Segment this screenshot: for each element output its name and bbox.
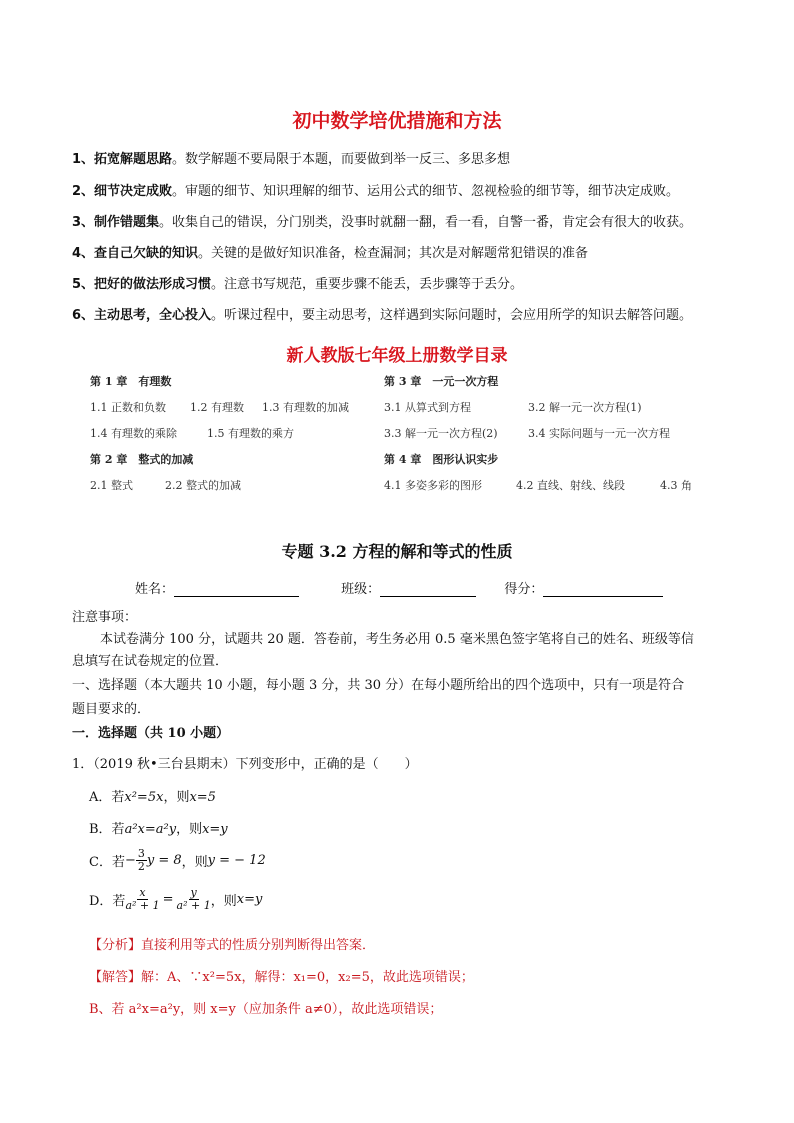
option-b: B．若a²x=a²y，则x=y xyxy=(89,822,228,837)
section-intro: 一、选择题（本大题共 10 小题，每小题 3 分，共 30 分）在每小题所给出的四个选项中，只有一项是符合 xyxy=(72,678,685,693)
tip-1: 1、拓宽解题思路。数学解题不要局限于本题，而要做到举一反三、多思多想 xyxy=(72,152,511,167)
toc-item: 2.2 整式的加减 xyxy=(165,479,241,492)
toc-item: 3.4 实际问题与一元一次方程 xyxy=(528,427,670,440)
fraction: $\frac{y}{\text{a² + 1}}$ xyxy=(176,886,211,912)
tip-5: 5、把好的做法形成习惯。注意书写规范，重要步骤不能丢，丢步骤等于丢分。 xyxy=(72,277,524,292)
score-field[interactable] xyxy=(543,582,663,597)
answer: 【解答】解：A、∵x²=5x，解得：x₁=0，x₂=5，故此选项错误； xyxy=(89,970,474,985)
answer-line: B、若 a²x=a²y，则 x=y（应加条件 a≠0），故此选项错误； xyxy=(89,1002,443,1017)
option-a: A．若x²=5x，则x=5 xyxy=(89,790,216,805)
toc-item: 2.1 整式 xyxy=(90,479,133,492)
toc-item: 1.2 有理数 xyxy=(190,401,244,414)
analysis-tag: 【分析】 xyxy=(89,938,142,953)
toc-item: 4.3 角 xyxy=(660,479,692,492)
notice-line: 息填写在试卷规定的位置． xyxy=(72,654,229,669)
option-c: C．若 − $\frac{3}{2}$ y = 8 ，则 y = − 12 xyxy=(89,847,266,873)
tip-6: 6、主动思考，全心投入。听课过程中，要主动思考，这样遇到实际问题时，会应用所学的知识去解答问题。 xyxy=(72,308,693,323)
page-title: 初中数学培优措施和方法 xyxy=(292,110,502,132)
toc-item: 1.5 有理数的乘方 xyxy=(207,427,294,440)
question-1: 1．（2019 秋•三台县期末）下列变形中，正确的是（ ） xyxy=(72,757,418,772)
toc-chapter-2: 第 2 章 整式的加减 xyxy=(90,453,194,466)
notice-line: 本试卷满分 100 分，试题共 20 题．答卷前，考生务必用 0.5 毫米黑色签字笔将自己的姓名、班级等信 xyxy=(100,632,694,647)
fraction: $\frac{3}{2}$ xyxy=(137,847,145,873)
toc-item: 1.3 有理数的加减 xyxy=(262,401,349,414)
toc-item: 3.1 从算式到方程 xyxy=(384,401,471,414)
option-d: D．若 $\frac{x}{\text{a² + 1}}$ = $\frac{y}{\text{a² + 1}}$ ，则 x=y xyxy=(89,886,263,912)
student-info-row xyxy=(135,578,663,597)
toc-item: 3.3 解一元一次方程(2) xyxy=(384,427,498,440)
toc-chapter-3: 第 3 章 一元一次方程 xyxy=(384,375,499,388)
toc-item: 4.2 直线、射线、线段 xyxy=(516,479,625,492)
name-label: 姓名： xyxy=(135,582,175,597)
answer-tag: 【解答】 xyxy=(89,970,142,985)
toc-chapter-1: 第 1 章 有理数 xyxy=(90,375,172,388)
section-intro: 题目要求的． xyxy=(72,702,151,717)
class-label: 班级： xyxy=(341,582,381,597)
tip-4: 4、查自己欠缺的知识。关键的是做好知识准备，检查漏洞；其次是对解题常犯错误的准备 xyxy=(72,246,589,261)
tip-3: 3、制作错题集。收集自己的错误，分门别类，没事时就翻一翻，看一看，自警一番，肯定会有很大的收获。 xyxy=(72,215,693,230)
notice-label: 注意事项： xyxy=(72,610,138,625)
tip-2: 2、细节决定成败。审题的细节、知识理解的细节、运用公式的细节、忽视检验的细节等，细节决定成败。 xyxy=(72,184,680,199)
name-field[interactable] xyxy=(174,582,299,597)
fraction: $\frac{x}{\text{a² + 1}}$ xyxy=(125,886,160,912)
toc-item: 3.2 解一元一次方程(1) xyxy=(528,401,642,414)
toc-title: 新人教版七年级上册数学目录 xyxy=(286,346,508,366)
analysis: 【分析】直接利用等式的性质分别判断得出答案． xyxy=(89,938,376,953)
toc-item: 1.1 正数和负数 xyxy=(90,401,166,414)
score-label: 得分： xyxy=(504,582,544,597)
section-heading: 一．选择题（共 10 小题） xyxy=(72,726,230,741)
class-field[interactable] xyxy=(380,582,476,597)
toc-item: 1.4 有理数的乘除 xyxy=(90,427,177,440)
toc-item: 4.1 多姿多彩的图形 xyxy=(384,479,482,492)
exam-title: 专题 3.2 方程的解和等式的性质 xyxy=(281,542,513,561)
toc-chapter-4: 第 4 章 图形认识实步 xyxy=(384,453,499,466)
